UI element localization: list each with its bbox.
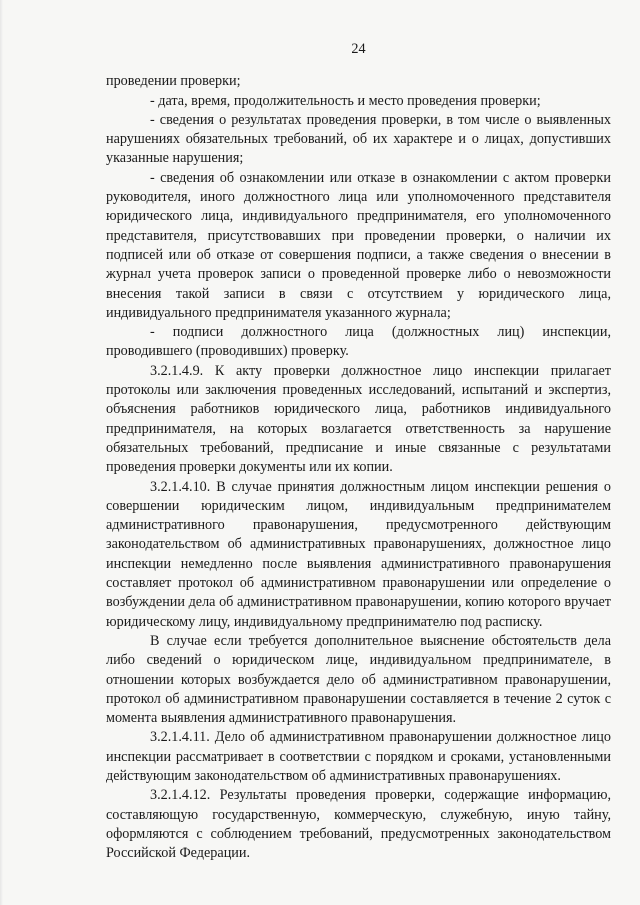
- paragraph-continuation: проведении проверки;: [106, 73, 241, 90]
- section-3-2-1-4-12: 3.2.1.4.12. Результаты проведения проверки, содержащие информацию, составляющую государственную, коммерческую, служебную, иную тайну, оформляются с соблюдением требований, предусмотренных законодательством Российской Федерации.: [106, 787, 611, 862]
- list-item-date-time: - дата, время, продолжительность и место проведения проверки;: [150, 92, 541, 109]
- list-item-results: - сведения о результатах проведения проверки, в том числе о выявленных нарушениях обязательных требований, об их характере и о лицах, допустивших указанные нарушения;: [106, 111, 611, 167]
- list-item-signatures: - подписи должностного лица (должностных лиц) инспекции, проводившего (проводивших) проверку.: [106, 324, 611, 360]
- section-3-2-1-4-9: 3.2.1.4.9. К акту проверки должностное лицо инспекции прилагает протоколы или заключения проведенных исследований, испытаний и экспертиз, объяснения работников юридического лица, работников индивидуального предпринимателя, на которых возлагается ответственность за нарушение обязательных требований, предписание и иные связанные с результатами проведения проверки документы или их копии.: [106, 362, 611, 476]
- paragraph-additional-clarification: В случае если требуется дополнительное выяснение обстоятельств дела либо сведений о юридическом лице, индивидуальном предпринимателе, в отношении которых возбуждается дело об административном правонарушении, протокол об административном правонарушении составляется в течение 2 суток с момента выявления административного правонарушения.: [106, 632, 611, 727]
- page-number: 24: [351, 41, 366, 57]
- list-item-acquaintance: - сведения об ознакомлении или отказе в ознакомлении с актом проверки руководителя, иного должностного лица или уполномоченного представителя юридического лица, индивидуального предпринимателя, его уполномоченного представителя, присутствовавших при проведении проверки, о наличии их подписей или об отказе от совершения подписи, а также сведения о внесении в журнал учета проверок записи о проведенной проверке либо о невозможности внесения такой записи в связи с отсутствием у юридического лица, индивидуального предпринимателя указанного журнала;: [106, 169, 611, 321]
- section-3-2-1-4-11: 3.2.1.4.11. Дело об административном правонарушении должностное лицо инспекции рассматривает в соответствии с порядком и сроками, установленными действующим законодательством об административных правонарушениях.: [106, 729, 611, 784]
- section-3-2-1-4-10: 3.2.1.4.10. В случае принятия должностным лицом инспекции решения о совершении юридическим лицом, индивидуальным предпринимателем административного правонарушения, предусмотренного действующим законодательством об административных правонарушениях, должностное лицо инспекции немедленно после выявления административного правонарушения составляет протокол об административном правонарушении или определение о возбуждении дела об административном правонарушении, копию которого вручает юридическому лицу, индивидуальному предпринимателю под расписку.: [106, 478, 611, 630]
- scan-edge-left: [0, 0, 3, 905]
